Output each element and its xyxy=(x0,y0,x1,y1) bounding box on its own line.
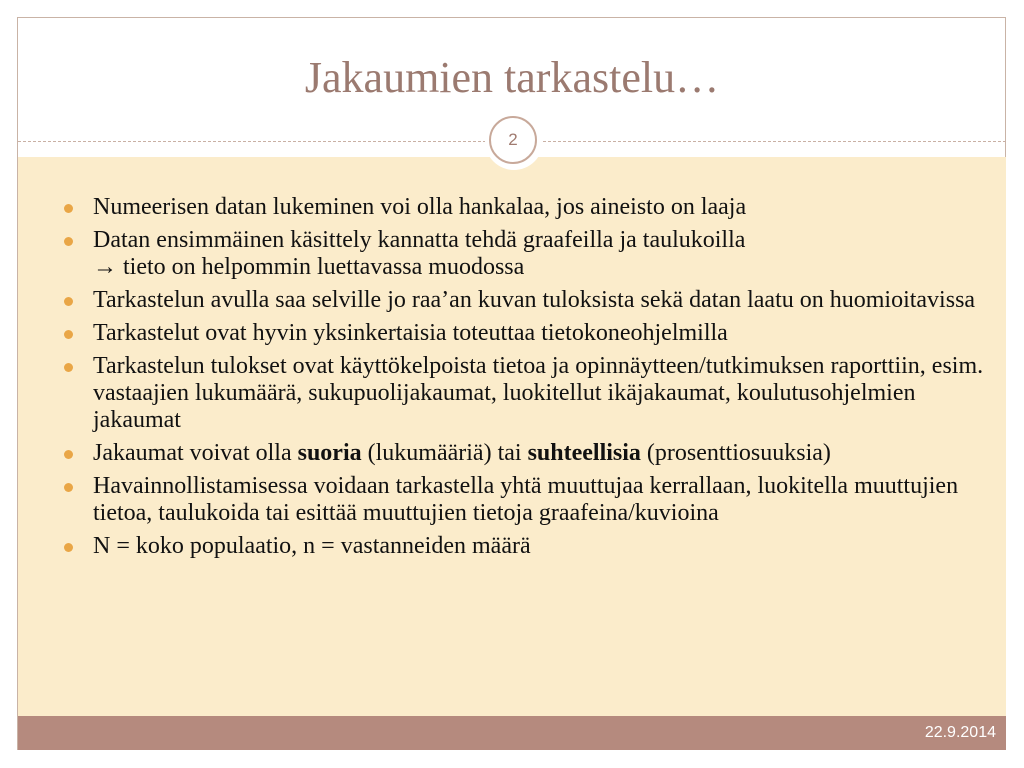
bullet-text: Tarkastelut ovat hyvin yksinkertaisia toteuttaa tietokoneohjelmilla xyxy=(93,320,728,346)
list-item xyxy=(60,440,990,467)
bullet-dot-icon xyxy=(64,297,73,306)
list-item xyxy=(60,320,990,347)
bullet-list xyxy=(60,194,990,566)
bullet-text-continued: tieto on helpommin luettavassa muodossa xyxy=(117,254,525,280)
list-item xyxy=(60,533,990,560)
arrow-right-icon: → xyxy=(93,254,117,280)
bullet-text: Tarkastelun tulokset ovat käyttökelpoista tietoa ja opinnäytteen/tutkimuksen raporttiin, esim. vastaajien lukumäärä, sukupuolijakaumat, luokitellut ikäjakaumat, koulutusohjelmien jakaumat xyxy=(93,353,984,433)
bullet-text: (prosenttiosuuksia) xyxy=(640,440,831,466)
bullet-dot-icon xyxy=(64,543,73,552)
bullet-dot-icon xyxy=(64,330,73,339)
bullet-text: N = koko populaatio, n = vastanneiden määrä xyxy=(93,533,531,559)
footer-bar xyxy=(18,716,1006,750)
bullet-dot-icon xyxy=(64,363,73,372)
bold-term-suhteellisia: suhteellisia xyxy=(527,440,641,466)
slide-date: 22.9.2014 xyxy=(924,724,996,741)
bold-term-suoria: suoria xyxy=(297,440,362,466)
bullet-text: Havainnollistamisessa voidaan tarkastella yhtä muuttujaa kerrallaan, luokitella muuttujien tietoa, taulukoida tai esittää muuttujien tietoja graafeina/kuvioina xyxy=(93,473,959,526)
slide-number: 2 xyxy=(489,116,537,164)
bullet-text: (lukumääriä) tai xyxy=(361,440,528,466)
bullet-text: Datan ensimmäinen käsittely kannatta tehdä graafeilla ja taulukoilla xyxy=(93,227,746,253)
bullet-dot-icon xyxy=(64,204,73,213)
bullet-text: Tarkastelun avulla saa selville jo raa’an kuvan tuloksista sekä datan laatu on huomioitavissa xyxy=(93,287,976,313)
list-item xyxy=(60,227,990,281)
bullet-dot-icon xyxy=(64,483,73,492)
bullet-text: Numeerisen datan lukeminen voi olla hankalaa, jos aineisto on laaja xyxy=(93,194,747,220)
list-item xyxy=(60,194,990,221)
list-item xyxy=(60,287,990,314)
bullet-dot-icon xyxy=(64,237,73,246)
list-item xyxy=(60,353,990,434)
list-item xyxy=(60,473,990,527)
bullet-dot-icon xyxy=(64,450,73,459)
bullet-text: Jakaumat voivat olla xyxy=(93,440,298,466)
slide-title: Jakaumien tarkastelu… xyxy=(304,53,720,102)
